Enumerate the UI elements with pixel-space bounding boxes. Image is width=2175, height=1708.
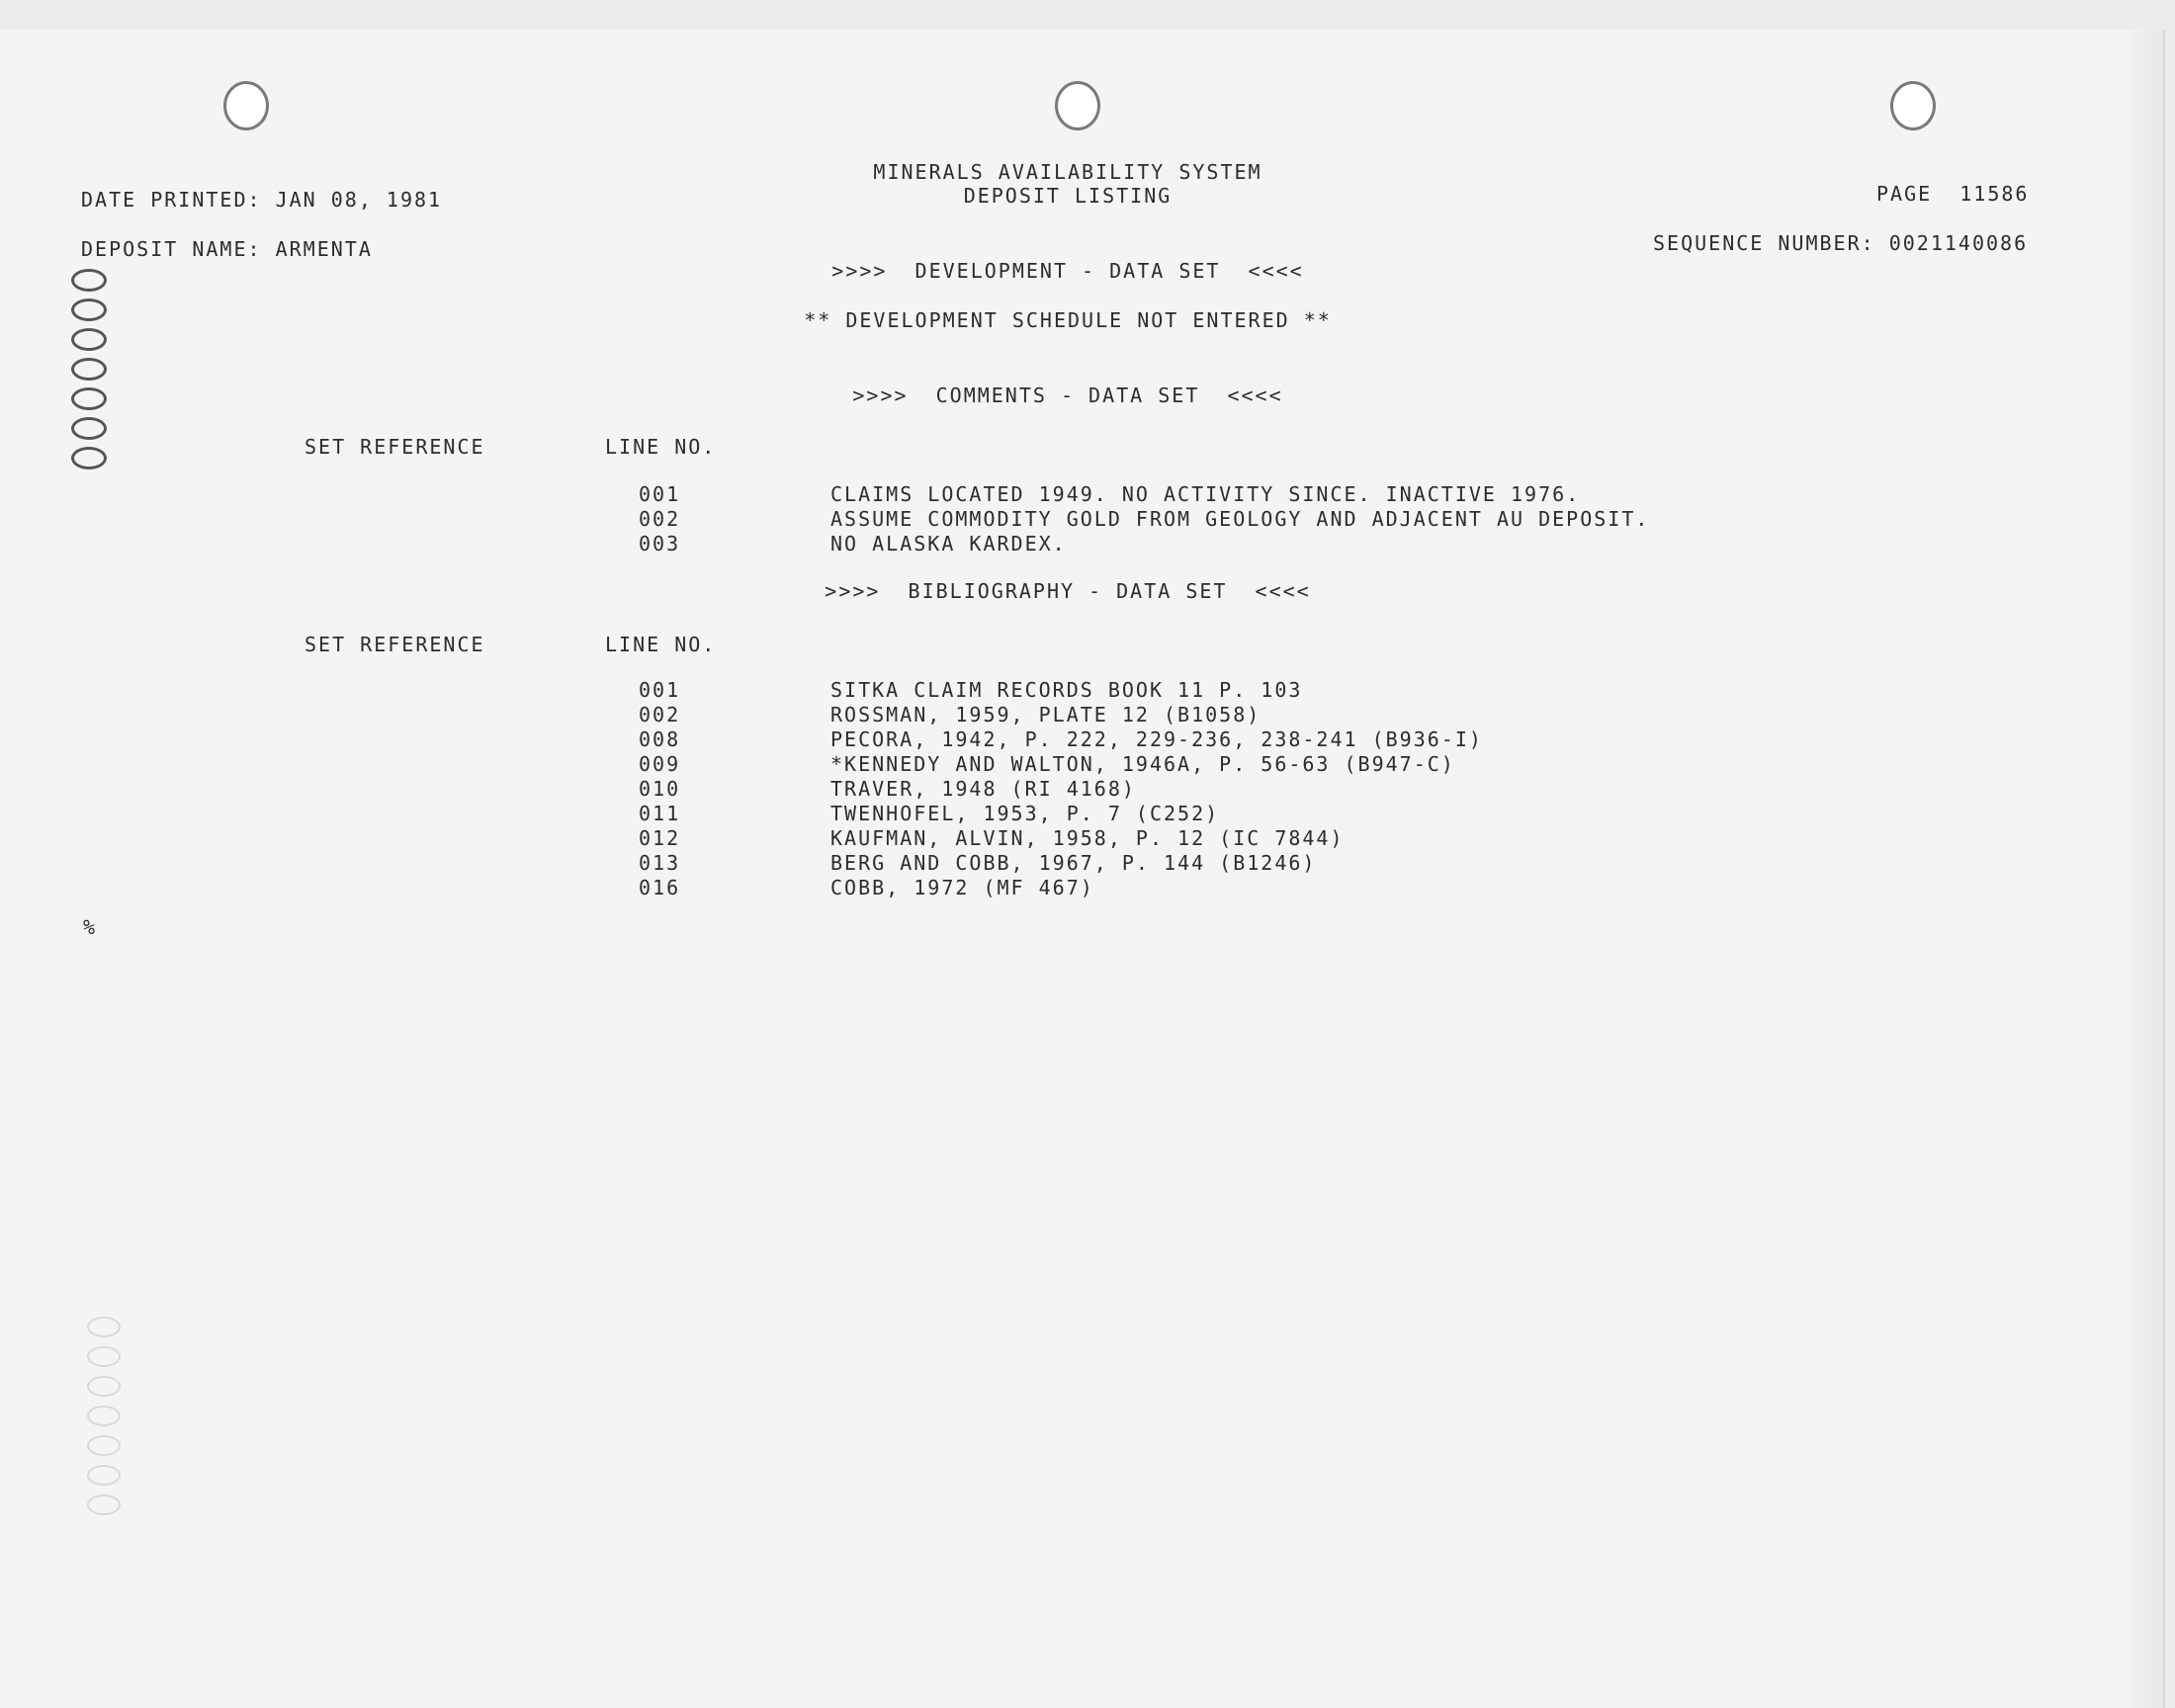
line-number: 002	[639, 703, 681, 726]
bibliography-heading: >>>> BIBLIOGRAPHY - DATA SET <<<<	[825, 579, 1311, 603]
comment-text: CLAIMS LOCATED 1949. NO ACTIVITY SINCE. INACTIVE 1976.	[830, 482, 1581, 506]
line-number: 001	[639, 678, 681, 702]
line-number: 016	[639, 876, 681, 899]
comments-heading: >>>> COMMENTS - DATA SET <<<<	[852, 384, 1283, 407]
line-number: 008	[639, 727, 681, 751]
line-number: 013	[639, 851, 681, 875]
reference-text: BERG AND COBB, 1967, P. 144 (B1246)	[830, 851, 1317, 875]
comment-text: ASSUME COMMODITY GOLD FROM GEOLOGY AND ADJACENT AU DEPOSIT.	[830, 507, 1650, 531]
margin-ring-icon	[71, 387, 107, 410]
margin-ring-icon	[71, 269, 107, 292]
margin-ring-icon	[71, 358, 107, 381]
margin-ring-icon	[71, 447, 107, 470]
line-number: 002	[639, 507, 681, 531]
reference-text: KAUFMAN, ALVIN, 1958, P. 12 (IC 7844)	[830, 826, 1345, 850]
punch-hole-icon	[1890, 81, 1936, 130]
paper-sheet	[0, 30, 2165, 1708]
margin-ring-icon	[71, 299, 107, 321]
footer-mark: %	[83, 915, 98, 939]
line-number: 003	[639, 532, 681, 555]
margin-ring-icon	[87, 1435, 121, 1456]
margin-ring-icon	[71, 417, 107, 440]
margin-ring-icon	[87, 1465, 121, 1486]
line-number: 009	[639, 752, 681, 776]
margin-ring-icon	[87, 1494, 121, 1515]
reference-text: *KENNEDY AND WALTON, 1946A, P. 56-63 (B947-C)	[830, 752, 1455, 776]
comment-text: NO ALASKA KARDEX.	[830, 532, 1067, 555]
reference-text: ROSSMAN, 1959, PLATE 12 (B1058)	[830, 703, 1262, 726]
sequence-number: SEQUENCE NUMBER: 0021140086	[1653, 231, 2029, 255]
system-title: MINERALS AVAILABILITY SYSTEM	[873, 160, 1262, 184]
punch-hole-icon	[1055, 81, 1100, 130]
reference-text: PECORA, 1942, P. 222, 229-236, 238-241 (B936-I)	[830, 727, 1483, 751]
date-printed: DATE PRINTED: JAN 08, 1981	[81, 188, 443, 212]
reference-text: SITKA CLAIM RECORDS BOOK 11 P. 103	[830, 678, 1303, 702]
page-number: PAGE 11586	[1876, 182, 2030, 206]
comments-col-set-reference: SET REFERENCE	[304, 435, 485, 459]
margin-ring-icon	[87, 1317, 121, 1337]
listing-title: DEPOSIT LISTING	[963, 184, 1173, 208]
line-number: 012	[639, 826, 681, 850]
reference-text: TRAVER, 1948 (RI 4168)	[830, 777, 1136, 801]
comments-col-line-no: LINE NO.	[605, 435, 717, 459]
punch-hole-icon	[223, 81, 269, 130]
margin-ring-icon	[87, 1406, 121, 1426]
reference-text: TWENHOFEL, 1953, P. 7 (C252)	[830, 802, 1220, 825]
bibliography-col-line-no: LINE NO.	[605, 633, 717, 656]
line-number: 011	[639, 802, 681, 825]
reference-text: COBB, 1972 (MF 467)	[830, 876, 1094, 899]
margin-ring-icon	[87, 1346, 121, 1367]
line-number: 001	[639, 482, 681, 506]
bibliography-col-set-reference: SET REFERENCE	[304, 633, 485, 656]
development-notice: ** DEVELOPMENT SCHEDULE NOT ENTERED **	[804, 308, 1332, 332]
line-number: 010	[639, 777, 681, 801]
margin-ring-icon	[87, 1376, 121, 1397]
deposit-name: DEPOSIT NAME: ARMENTA	[81, 237, 373, 261]
margin-ring-icon	[71, 328, 107, 351]
development-heading: >>>> DEVELOPMENT - DATA SET <<<<	[831, 259, 1304, 283]
